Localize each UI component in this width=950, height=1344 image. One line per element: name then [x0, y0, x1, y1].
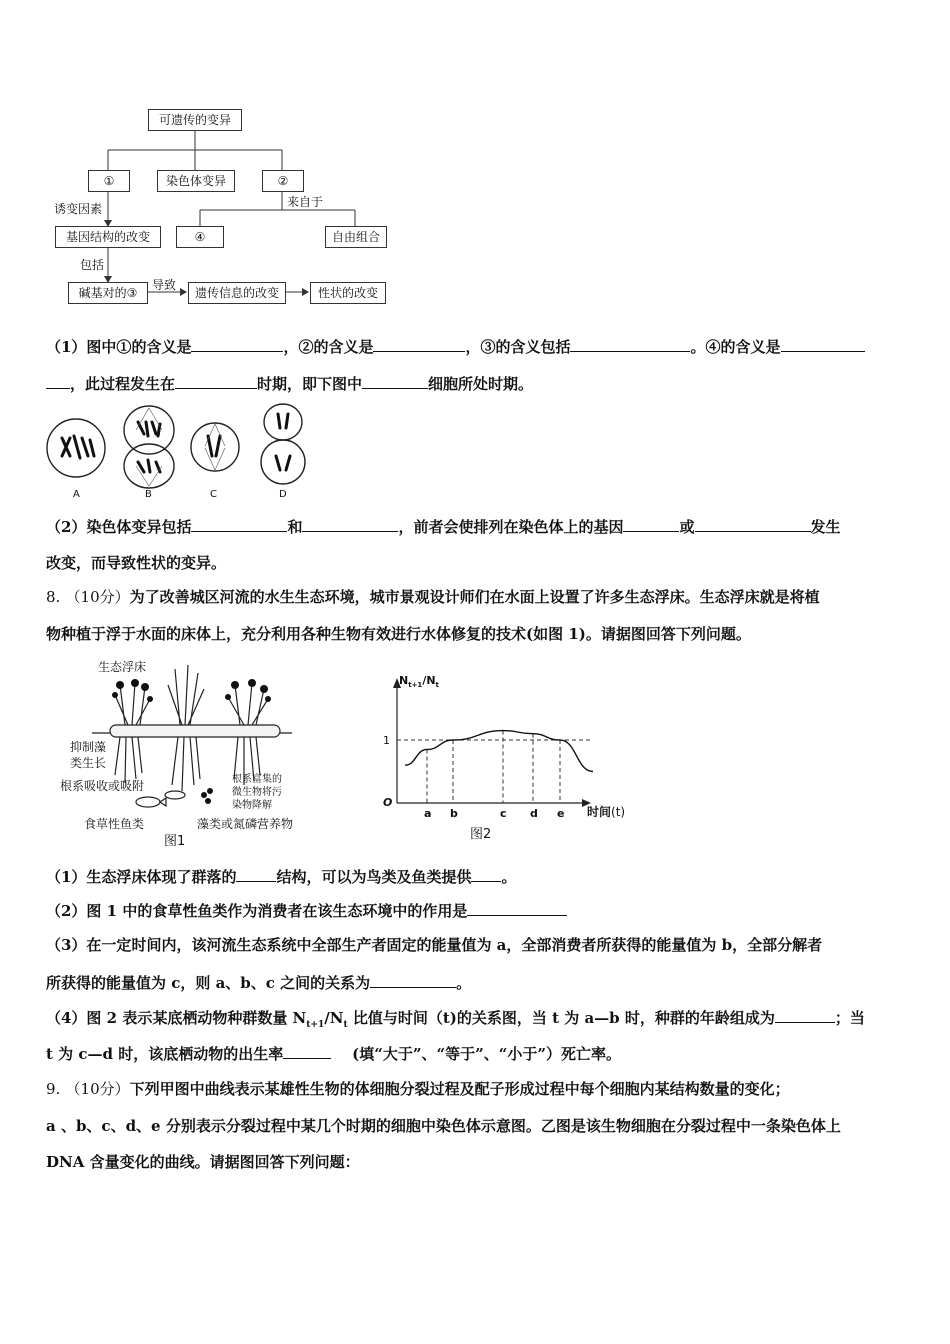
- fig1-label-micro-3: 染物降解: [232, 800, 272, 811]
- fig1-label-inhibit-1: 抑制藻: [70, 740, 107, 754]
- flow-box-info: 遗传信息的改变: [188, 282, 286, 304]
- flow-label-include: 包括: [80, 258, 105, 272]
- fig2-x-tick-d: d: [530, 807, 538, 820]
- flowchart-connectors: [0, 0, 950, 320]
- fig1-label-inhibit-2: 类生长: [70, 756, 107, 770]
- fig1-title: 生态浮床: [98, 660, 147, 674]
- flow-box-trait: 性状的改变: [310, 282, 386, 304]
- q8-sub3-line1: （3）在一定时间内，该河流生态系统中全部生产者固定的能量值为 a，全部消费者所获得的能量值为 b，全部分解者: [46, 936, 823, 954]
- fig1-caption: 图1: [164, 834, 186, 849]
- fig1-label-micro-1: 根系富集的: [232, 774, 282, 785]
- fig2-xlabel: 时间(t): [587, 805, 626, 819]
- fig1-label-algae: 藻类或氮磷营养物: [197, 817, 294, 831]
- figure2-chart: [375, 670, 665, 845]
- q8-sub1: （1）生态浮床体现了群落的 结构，可以为鸟类及鱼类提供 。: [46, 868, 517, 886]
- fig2-x-tick-a: a: [424, 807, 432, 820]
- fig1-label-fish: 食草性鱼类: [84, 817, 145, 831]
- q8-stem-line2: 物种植于浮于水面的床体上，充分利用各种生物有效进行水体修复的技术(如图 1)。请据图回答下列问题。: [46, 625, 751, 643]
- flow-box-1: ①: [88, 170, 130, 192]
- flow-box-2: ②: [262, 170, 304, 192]
- q7-part2-line2: 改变，而导致性状的变异。: [46, 554, 227, 572]
- cell-label-c: C: [210, 489, 217, 500]
- fig2-series-line: [405, 731, 593, 772]
- cell-label-b: B: [145, 489, 152, 500]
- q9-line1: 9. （10分）下列甲图中曲线表示某雄性生物的体细胞分裂过程及配子形成过程中每个细胞内某结构数量的变化；: [46, 1080, 790, 1098]
- q8-stem-line1: 8. （10分）为了改善城区河流的水生生态环境，城市景观设计师们在水面上设置了许多生态浮床。生态浮床就是将植: [46, 588, 820, 606]
- flow-box-free: 自由组合: [325, 226, 387, 248]
- flow-label-lead: 导致: [152, 278, 177, 292]
- fig2-x-tick-c: c: [500, 807, 507, 820]
- fig2-x-tick-e: e: [557, 807, 565, 820]
- fig2-y-tick-label: 1: [383, 734, 390, 747]
- flow-box-gene: 基因结构的改变: [55, 226, 161, 248]
- q8-sub4-line1: （4）图 2 表示某底栖动物种群数量 $N_{t+1}/N_t$ 比值与时间（t)的关系图，当 t 为 a—b 时，种群的年龄组成为 ；当: [46, 1009, 865, 1030]
- flow-box-chromosome: 染色体变异: [157, 170, 235, 192]
- cell-label-a: A: [73, 489, 80, 500]
- fig2-caption: 图2: [470, 827, 492, 842]
- flow-box-4: ④: [176, 226, 224, 248]
- q7-part1-line1: （1）图中①的含义是 ，②的含义是 ，③的含义包括 。④的含义是: [46, 336, 865, 357]
- q7-part1-line2: ，此过程发生在 时期，即下图中 细胞所处时期。: [46, 373, 533, 394]
- q8-sub4-line2: t 为 c—d 时，该底栖动物的出生率 (填“大于”、“等于”、“小于”）死亡率。: [46, 1045, 621, 1063]
- fig2-origin: O: [383, 796, 393, 809]
- cell-diagrams: [40, 400, 320, 490]
- q8-sub2: （2）图 1 中的食草性鱼类作为消费者在该生态环境中的作用是: [46, 900, 567, 921]
- q8-sub3-line2: 所获得的能量值为 c，则 a、b、c 之间的关系为 。: [46, 974, 472, 992]
- flow-label-induce: 诱变因素: [54, 202, 103, 216]
- fig1-label-root: 根系吸收或吸附: [60, 779, 145, 793]
- cell-label-d: D: [279, 489, 287, 500]
- q9-line2: a 、b、c、d、e 分别表示分裂过程中某几个时期的细胞中染色体示意图。乙图是该生物细胞在分裂过程中一条染色体上: [46, 1117, 841, 1135]
- fig1-label-micro-2: 微生物将污: [232, 787, 282, 798]
- fig2-x-tick-b: b: [450, 807, 458, 820]
- q9-line3: DNA 含量变化的曲线。请据图回答下列问题：: [46, 1153, 360, 1171]
- flow-root-box: 可遗传的变异: [148, 109, 242, 131]
- flow-box-base: 碱基对的③: [68, 282, 148, 304]
- fig2-ylabel: $N_{t+1}/N_t$: [399, 674, 439, 689]
- q7-part2-line1: （2）染色体变异包括 和 ，前者会使排列在染色体上的基因 或 发生: [46, 518, 841, 536]
- flow-label-from: 来自于: [287, 195, 324, 209]
